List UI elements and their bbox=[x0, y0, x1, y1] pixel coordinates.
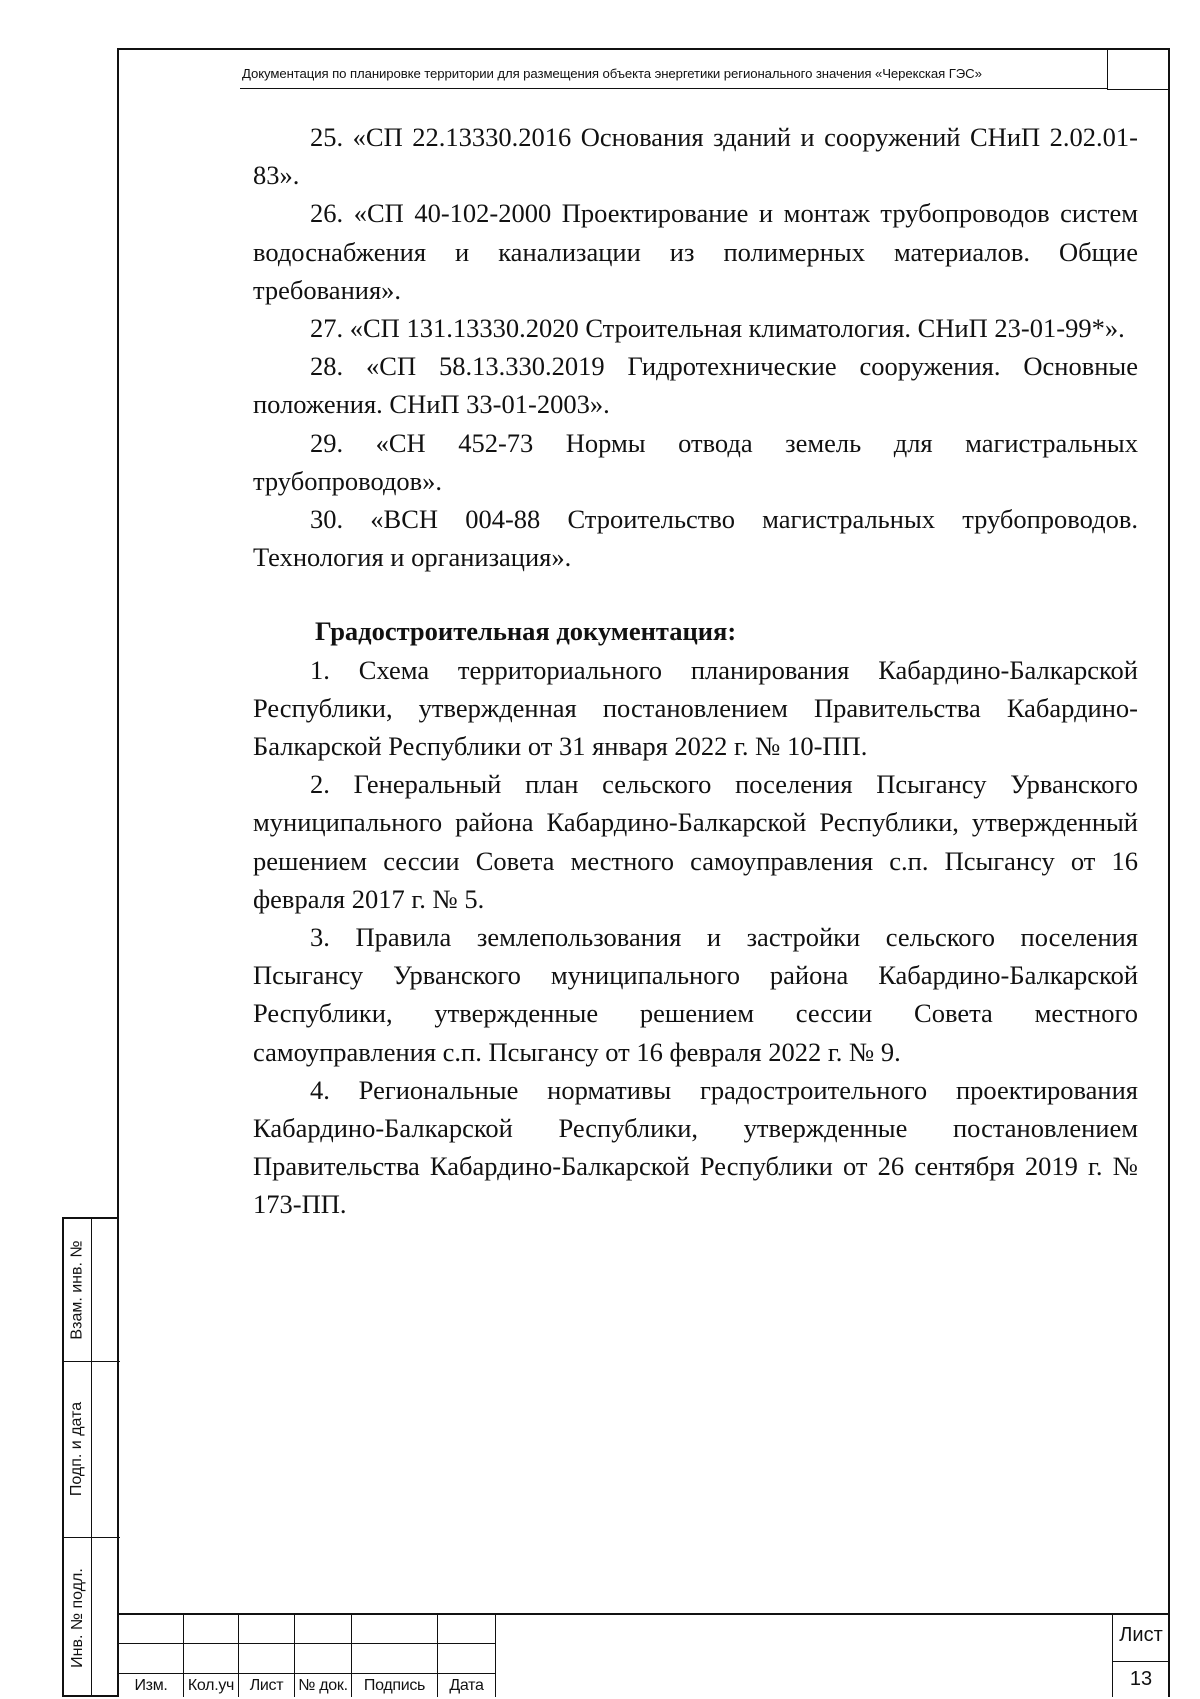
norm-item-27: 27. «СП 131.13330.2020 Строительная климатология. СНиП 23-01-99*». bbox=[310, 313, 1125, 344]
page-body bbox=[253, 118, 1138, 1224]
urban-doc-item-4: 4. Региональные нормативы градостроительного проектирования Кабардино-Балкарской Республики, утвержденные постановлением Правительства Кабардино-Балкарской Республики от 26 сентября 2019 г. № 173-ПП. bbox=[253, 1074, 1138, 1220]
header-corner-box bbox=[1107, 48, 1170, 90]
tb-col-izm: Изм. bbox=[134, 1676, 168, 1694]
tb-col-data: Дата bbox=[449, 1676, 484, 1694]
document-header: Документация по планировке территории для размещения объекта энергетики регионального значения «Черекская ГЭС» bbox=[242, 66, 982, 81]
tb-col-ndok: № док. bbox=[298, 1676, 348, 1694]
tb-col-podpis: Подпись bbox=[363, 1676, 426, 1694]
urban-doc-item-3: 3. Правила землепользования и застройки сельского поселения Псыгансу Урванского муниципального района Кабардино-Балкарской Республики, утвержденные решением сессии Совета местного самоуправления с.п. Псыгансу от 16 февраля 2022 г. № 9. bbox=[253, 922, 1138, 1067]
norm-item-26: 26. «СП 40-102-2000 Проектирование и монтаж трубопроводов систем водоснабжения и канализации из полимерных материалов. Общие требования». bbox=[253, 198, 1138, 305]
side-stamp bbox=[62, 1217, 118, 1697]
tb-col-kolvo: Кол.уч bbox=[187, 1676, 235, 1694]
norm-item-29: 29. «СН 452-73 Нормы отвода земель для магистральных трубопроводов». bbox=[253, 427, 1138, 496]
norm-item-30: 30. «ВСН 004-88 Строительство магистральных трубопроводов. Технология и организация». bbox=[253, 504, 1138, 573]
side-label-podp: Подп. и дата bbox=[68, 1401, 86, 1497]
norm-item-25: 25. «СП 22.13330.2016 Основания зданий и сооружений СНиП 2.02.01-83». bbox=[253, 122, 1138, 191]
sheet-label: Лист bbox=[1119, 1623, 1163, 1646]
urban-doc-item-1: 1. Схема территориального планирования Кабардино-Балкарской Республики, утвержденная постановлением Правительства Кабардино-Балкарской Республики от 31 января 2022 г. № 10-ПП. bbox=[253, 654, 1138, 762]
urban-doc-item-2: 2. Генеральный план сельского поселения Псыгансу Урванского муниципального района Кабардино-Балкарской Республики, утвержденный решением сессии Совета местного самоуправления с.п. Псыгансу от 16 февраля 2017 г. № 5. bbox=[253, 769, 1138, 914]
side-label-vzam: Взам. инв. № bbox=[68, 1240, 86, 1340]
header-rule bbox=[240, 88, 1107, 89]
sheet-number: 13 bbox=[1129, 1668, 1153, 1690]
title-block-col-line bbox=[495, 1613, 496, 1697]
side-label-inv: Инв. № подл. bbox=[68, 1568, 86, 1668]
tb-col-list: Лист bbox=[249, 1676, 284, 1694]
norm-item-28: 28. «СП 58.13.330.2019 Гидротехнические сооружения. Основные положения. СНиП 33-01-2003». bbox=[253, 351, 1138, 420]
section-heading: Градостроительная документация: bbox=[315, 616, 737, 647]
title-block-row-line bbox=[117, 1643, 495, 1644]
